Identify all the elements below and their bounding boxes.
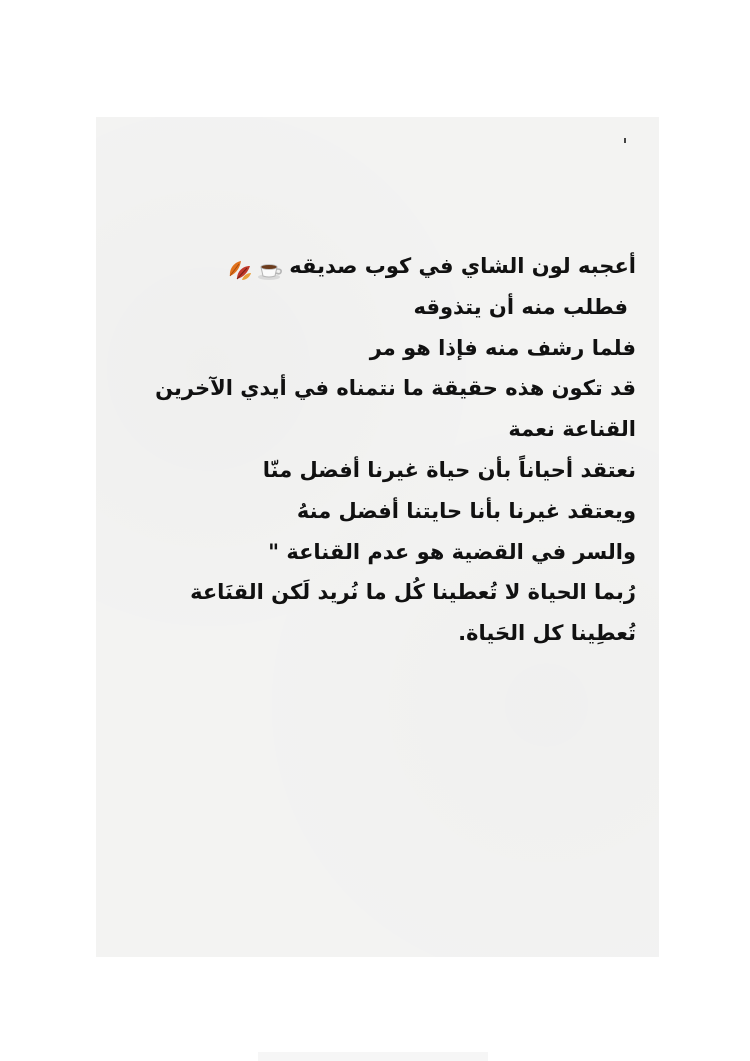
coffee-cup-icon bbox=[257, 255, 283, 279]
text-line-1 bbox=[130, 246, 640, 287]
paper-mark bbox=[624, 138, 626, 143]
text-line-5: القناعة نعمة bbox=[508, 417, 636, 442]
text-line-1-text: أعجبه لون الشاي في كوب صديقه bbox=[289, 254, 636, 278]
line-emojis bbox=[227, 255, 283, 279]
quote-text bbox=[130, 246, 640, 654]
text-line-6: نعتقد أحياناً بأن حياة غيرنا أفضل منّا bbox=[262, 457, 636, 482]
text-line-9: رُبما الحياة لا تُعطينا كُل ما نُريد لَكن القنَاعة bbox=[190, 580, 636, 605]
text-line-2: فطلب منه أن يتذوقه bbox=[413, 294, 628, 319]
text-line-8: والسر في القضية هو عدم القناعة " bbox=[268, 539, 636, 564]
text-line-4: قد تكون هذه حقيقة ما نتمناه في أيدي الآخرين bbox=[155, 376, 636, 401]
text-line-7: ويعتقد غيرنا بأنا حايتنا أفضل منهُ bbox=[296, 498, 636, 523]
text-line-3: فلما رشف منه فإذا هو مر bbox=[369, 335, 636, 360]
autumn-leaves-icon bbox=[227, 255, 253, 279]
text-line-10: تُعطِينا كل الحَياة. bbox=[458, 621, 636, 646]
bottom-edge bbox=[258, 1052, 488, 1061]
